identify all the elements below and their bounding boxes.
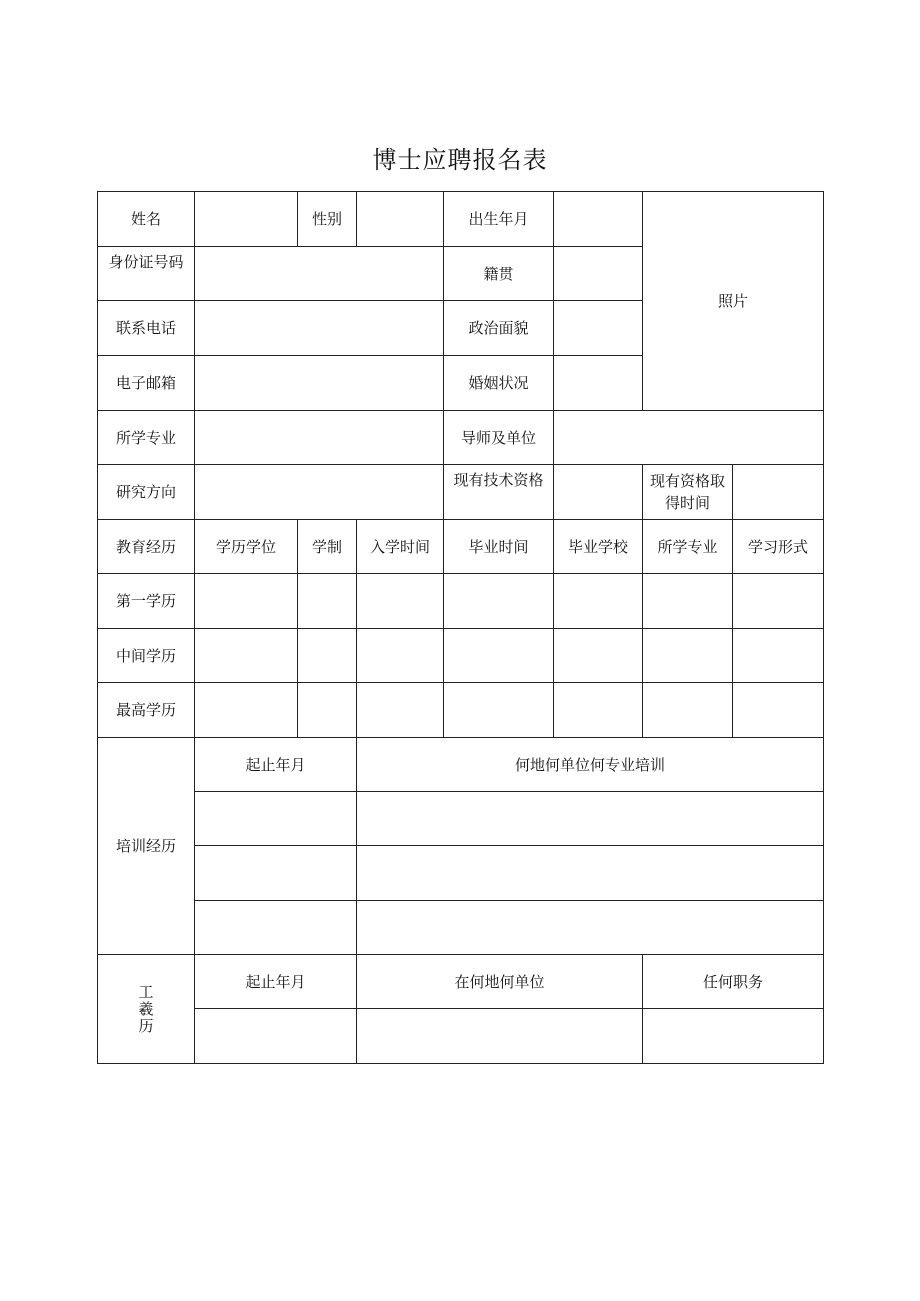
application-form-table (97, 191, 824, 1064)
training-row (98, 792, 824, 846)
training-detail-header: 何地何单位何专业培训 (357, 738, 824, 792)
training-detail-field[interactable] (357, 846, 824, 901)
label-name: 姓名 (98, 192, 195, 247)
row-name (98, 192, 824, 247)
education-header-cell: 毕业时间 (444, 520, 554, 574)
training-row (98, 901, 824, 955)
phone-field[interactable] (195, 301, 444, 356)
major-field[interactable] (195, 411, 444, 465)
education-row-label: 中间学历 (98, 629, 195, 683)
education-cell[interactable] (298, 683, 357, 738)
education-row-first (98, 574, 824, 629)
education-header-cell: 学历学位 (195, 520, 298, 574)
political-status-field[interactable] (554, 301, 643, 356)
education-row-label: 最高学历 (98, 683, 195, 738)
form-title: 博士应聘报名表 (372, 146, 548, 174)
work-row (98, 1009, 824, 1064)
education-cell[interactable] (444, 574, 554, 629)
education-cell[interactable] (554, 629, 643, 683)
gender-field[interactable] (357, 192, 444, 247)
training-period-field[interactable] (195, 901, 357, 955)
training-period-field[interactable] (195, 792, 357, 846)
label-political-status: 政治面貌 (444, 301, 554, 356)
education-cell[interactable] (444, 629, 554, 683)
education-cell[interactable] (643, 629, 733, 683)
work-label-char: 历 (138, 1016, 154, 1035)
education-cell[interactable] (298, 629, 357, 683)
education-cell[interactable] (554, 683, 643, 738)
research-field[interactable] (195, 465, 444, 520)
label-advisor: 导师及单位 (444, 411, 554, 465)
row-major (98, 411, 824, 465)
training-period-header: 起止年月 (195, 738, 357, 792)
education-cell[interactable] (643, 574, 733, 629)
education-cell[interactable] (444, 683, 554, 738)
work-header-row (98, 955, 824, 1009)
education-cell[interactable] (643, 683, 733, 738)
label-qualification: 现有技术资格 (444, 465, 554, 520)
education-cell[interactable] (195, 629, 298, 683)
label-research: 研究方向 (98, 465, 195, 520)
education-cell[interactable] (733, 683, 824, 738)
education-cell[interactable] (195, 683, 298, 738)
training-header-row (98, 738, 824, 792)
training-detail-field[interactable] (357, 901, 824, 955)
qualification-time-field[interactable] (733, 465, 824, 520)
work-period-header: 起止年月 (195, 955, 357, 1009)
label-phone: 联系电话 (98, 301, 195, 356)
training-row (98, 846, 824, 901)
work-label (98, 955, 195, 1064)
label-id-number: 身份证号码 (98, 247, 195, 301)
education-cell[interactable] (733, 629, 824, 683)
email-field[interactable] (195, 356, 444, 411)
education-cell[interactable] (357, 629, 444, 683)
work-position-header: 任何职务 (643, 955, 824, 1009)
label-gender: 性别 (298, 192, 357, 247)
education-header-row (98, 520, 824, 574)
education-cell[interactable] (298, 574, 357, 629)
education-header-cell: 学习形式 (733, 520, 824, 574)
qualification-field[interactable] (554, 465, 643, 520)
native-place-field[interactable] (554, 247, 643, 301)
education-header-cell: 所学专业 (643, 520, 733, 574)
education-row-label: 第一学历 (98, 574, 195, 629)
name-field[interactable] (195, 192, 298, 247)
id-number-field[interactable] (195, 247, 444, 301)
training-period-field[interactable] (195, 846, 357, 901)
work-period-field[interactable] (195, 1009, 357, 1064)
work-label-char: 工 (138, 982, 154, 1001)
label-qualification-time (643, 465, 733, 520)
education-header-cell: 入学时间 (357, 520, 444, 574)
education-cell[interactable] (733, 574, 824, 629)
education-cell[interactable] (357, 574, 444, 629)
label-email: 电子邮箱 (98, 356, 195, 411)
label-marital-status: 婚姻状况 (444, 356, 554, 411)
birth-field[interactable] (554, 192, 643, 247)
work-place-field[interactable] (357, 1009, 643, 1064)
label-qualification-time-line1: 现有资格取 (649, 472, 725, 490)
row-research (98, 465, 824, 520)
label-qualification-time-line2: 得时间 (664, 494, 710, 512)
work-label-char: 羲 (138, 999, 154, 1018)
advisor-field[interactable] (554, 411, 824, 465)
training-detail-field[interactable] (357, 792, 824, 846)
work-position-field[interactable] (643, 1009, 824, 1064)
education-header-cell: 毕业学校 (554, 520, 643, 574)
education-row-middle (98, 629, 824, 683)
education-cell[interactable] (195, 574, 298, 629)
education-row-highest (98, 683, 824, 738)
training-label: 培训经历 (98, 738, 195, 955)
label-major: 所学专业 (98, 411, 195, 465)
education-cell[interactable] (554, 574, 643, 629)
label-birth: 出生年月 (444, 192, 554, 247)
education-header-cell: 学制 (298, 520, 357, 574)
education-header-cell: 教育经历 (98, 520, 195, 574)
education-cell[interactable] (357, 683, 444, 738)
label-native-place: 籍贯 (444, 247, 554, 301)
work-place-header: 在何地何单位 (357, 955, 643, 1009)
photo-box[interactable]: 照片 (643, 192, 824, 411)
marital-status-field[interactable] (554, 356, 643, 411)
